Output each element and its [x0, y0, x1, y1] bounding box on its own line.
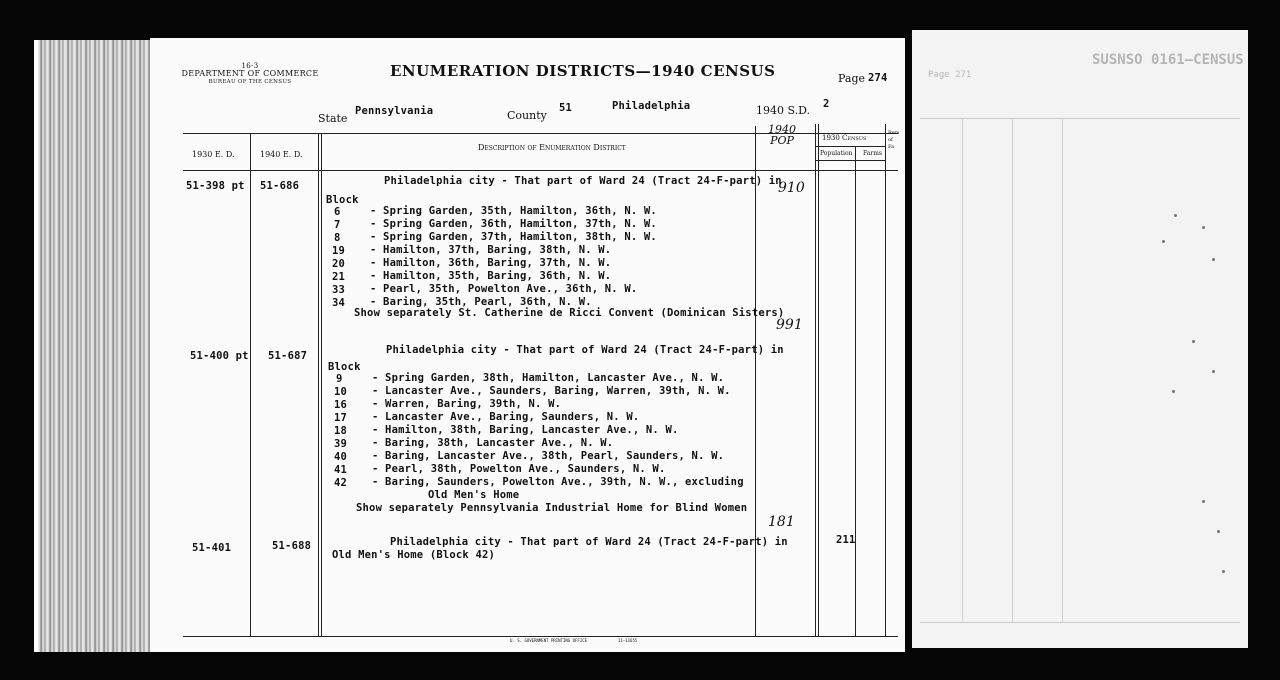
state-label: State: [318, 112, 348, 125]
bureau-label: BUREAU OF THE CENSUS: [208, 79, 292, 85]
entry-1-block-desc: - Baring, 35th, Pearl, 36th, N. W.: [370, 296, 592, 308]
entry-1-pop1940: 910: [778, 180, 805, 196]
facing-dot: [1212, 258, 1215, 261]
entry-2-block-no: 39: [334, 438, 348, 450]
department-label: DEPARTMENT OF COMMERCE: [181, 69, 319, 78]
col-head-1940-pop: 1940 POP: [768, 123, 796, 147]
entry-1-heading: Philadelphia city - That part of Ward 24 (Tract 24-F-part) in: [384, 175, 782, 187]
facing-dot: [1212, 370, 1215, 373]
entry-1-block-no: 21: [332, 271, 346, 283]
entry-2-block-desc: - Baring, 38th, Lancaster Ave., N. W.: [372, 437, 614, 449]
county-number: 51: [559, 102, 573, 114]
col-head-1940-ed: 1940 E. D.: [260, 150, 303, 159]
entry-3-heading-2: Old Men's Home (Block 42): [332, 549, 496, 561]
printer-imprint: U. S. GOVERNMENT PRINTING OFFICE: [510, 638, 588, 643]
entry-3-ed1930: 51-401: [192, 542, 232, 554]
entry-1-block-desc: - Spring Garden, 35th, Hamilton, 36th, N. W.: [370, 205, 657, 217]
printer-code: 11—11655: [618, 638, 638, 643]
entry-1-block-no: 6: [334, 206, 341, 218]
entry-2-block-desc: - Baring, Saunders, Powelton Ave., 39th, N. W., excluding: [372, 476, 744, 488]
table-bottom-rule: [183, 636, 898, 637]
entry-2-block-no: 17: [334, 412, 348, 424]
entry-2-note: Show separately Pennsylvania Industrial Home for Blind Women: [356, 502, 748, 514]
entry-3-ed1940: 51-688: [272, 540, 312, 552]
entry-2-block-no: 16: [334, 399, 348, 411]
page-number: 274: [868, 72, 888, 84]
col-divider-2: [318, 133, 319, 636]
census-subhead-rule: [815, 146, 885, 147]
facing-dot: [1172, 390, 1175, 393]
col-divider-5: [855, 146, 856, 636]
county-value: Philadelphia: [612, 100, 691, 112]
facing-rule: [920, 118, 1240, 119]
census-page: [150, 38, 905, 652]
facing-dot: [1202, 226, 1205, 229]
sd-number: 2: [823, 98, 830, 110]
entry-1-block-desc: - Pearl, 35th, Powelton Ave., 36th, N. W.: [370, 283, 638, 295]
entry-1-block-desc: - Hamilton, 36th, Baring, 37th, N. W.: [370, 257, 612, 269]
entry-1-ed1940: 51-686: [260, 180, 300, 192]
form-number: 16-3: [241, 62, 259, 70]
entry-2-block-label: Block: [328, 361, 361, 373]
col-head-extra: Rem of Fa: [888, 130, 900, 150]
facing-dot: [1192, 340, 1195, 343]
county-label: County: [507, 109, 547, 122]
facing-dot: [1222, 570, 1225, 573]
entry-1-block-no: 34: [332, 297, 346, 309]
facing-dot: [1174, 214, 1177, 217]
entry-2-block-desc: - Lancaster Ave., Baring, Saunders, N. W.: [372, 411, 640, 423]
facing-col: [962, 118, 963, 623]
entry-2-block-no: 42: [334, 477, 348, 489]
col-head-1930-ed: 1930 E. D.: [192, 150, 235, 159]
entry-1-pop-after: 991: [776, 317, 803, 333]
facing-page-number-bleed: Page 271: [928, 70, 972, 80]
facing-dot: [1217, 530, 1220, 533]
col-divider-4b: [818, 124, 819, 636]
entry-1-block-label: Block: [326, 194, 359, 206]
page-title: ENUMERATION DISTRICTS—1940 CENSUS: [390, 62, 776, 80]
sd-label: 1940 S.D.: [756, 104, 811, 117]
entry-2-heading: Philadelphia city - That part of Ward 24 (Tract 24-F-part) in: [386, 344, 784, 356]
col-divider-6: [885, 124, 886, 636]
entry-2-block-desc: - Hamilton, 38th, Baring, Lancaster Ave., N. W.: [372, 424, 679, 436]
facing-dot: [1162, 240, 1165, 243]
entry-1-block-desc: - Spring Garden, 37th, Hamilton, 38th, N. W.: [370, 231, 657, 243]
entry-2-block-desc: - Baring, Lancaster Ave., 38th, Pearl, Saunders, N. W.: [372, 450, 725, 462]
entry-2-block-desc: - Warren, Baring, 39th, N. W.: [372, 398, 562, 410]
entry-1-block-desc: - Hamilton, 35th, Baring, 36th, N. W.: [370, 270, 612, 282]
page-label: Page: [838, 72, 866, 85]
entry-3-pop1930: 211: [836, 534, 856, 546]
entry-2-ed1930: 51-400 pt: [190, 350, 249, 362]
entry-1-block-desc: - Spring Garden, 36th, Hamilton, 37th, N. W.: [370, 218, 657, 230]
entry-3-heading: Philadelphia city - That part of Ward 24 (Tract 24-F-part) in: [390, 536, 788, 548]
facing-col: [1012, 118, 1013, 623]
entry-2-block-no: 10: [334, 386, 348, 398]
col-divider-1: [250, 133, 251, 636]
col-divider-2b: [321, 133, 322, 636]
entry-2-block-no: 40: [334, 451, 348, 463]
entry-2-note: Old Men's Home: [428, 489, 520, 501]
entry-1-note: Show separately St. Catherine de Ricci Convent (Dominican Sisters): [354, 307, 785, 319]
facing-page-title-bleed: SUSNSO 0161—CENSUS: [1092, 52, 1244, 68]
col-divider-4: [815, 124, 816, 636]
entry-2-block-no: 41: [334, 464, 348, 476]
col-head-farms: Farms: [863, 150, 882, 157]
state-value: Pennsylvania: [355, 105, 434, 117]
col-head-population: Population: [820, 150, 853, 157]
facing-bottom-rule: [920, 622, 1240, 623]
entry-2-pop1940: 181: [768, 514, 795, 530]
col-divider-3: [755, 126, 756, 636]
entry-1-block-no: 20: [332, 258, 346, 270]
table-head-rule: [183, 170, 898, 171]
facing-col: [1062, 118, 1063, 623]
entry-1-block-desc: - Hamilton, 37th, Baring, 38th, N. W.: [370, 244, 612, 256]
entry-1-ed1930: 51-398 pt: [186, 180, 245, 192]
entry-2-block-desc: - Spring Garden, 38th, Hamilton, Lancaster Ave., N. W.: [372, 372, 725, 384]
facing-page: [912, 30, 1248, 648]
entry-1-block-no: 8: [334, 232, 341, 244]
book-page-edges: [34, 40, 158, 652]
entry-1-block-no: 33: [332, 284, 346, 296]
entry-1-block-no: 19: [332, 245, 346, 257]
entry-2-ed1940: 51-687: [268, 350, 308, 362]
entry-2-block-desc: - Lancaster Ave., Saunders, Baring, Warren, 39th, N. W.: [372, 385, 731, 397]
col-head-description: Description of Enumeration District: [478, 143, 626, 152]
census-subhead-rule-2: [815, 160, 885, 161]
entry-1-block-no: 7: [334, 219, 341, 231]
entry-2-block-no: 18: [334, 425, 348, 437]
facing-dot: [1202, 500, 1205, 503]
entry-2-block-desc: - Pearl, 38th, Powelton Ave., Saunders, N. W.: [372, 463, 666, 475]
entry-2-block-no: 9: [336, 373, 343, 385]
col-head-1930-census: 1930 Census: [822, 134, 867, 142]
